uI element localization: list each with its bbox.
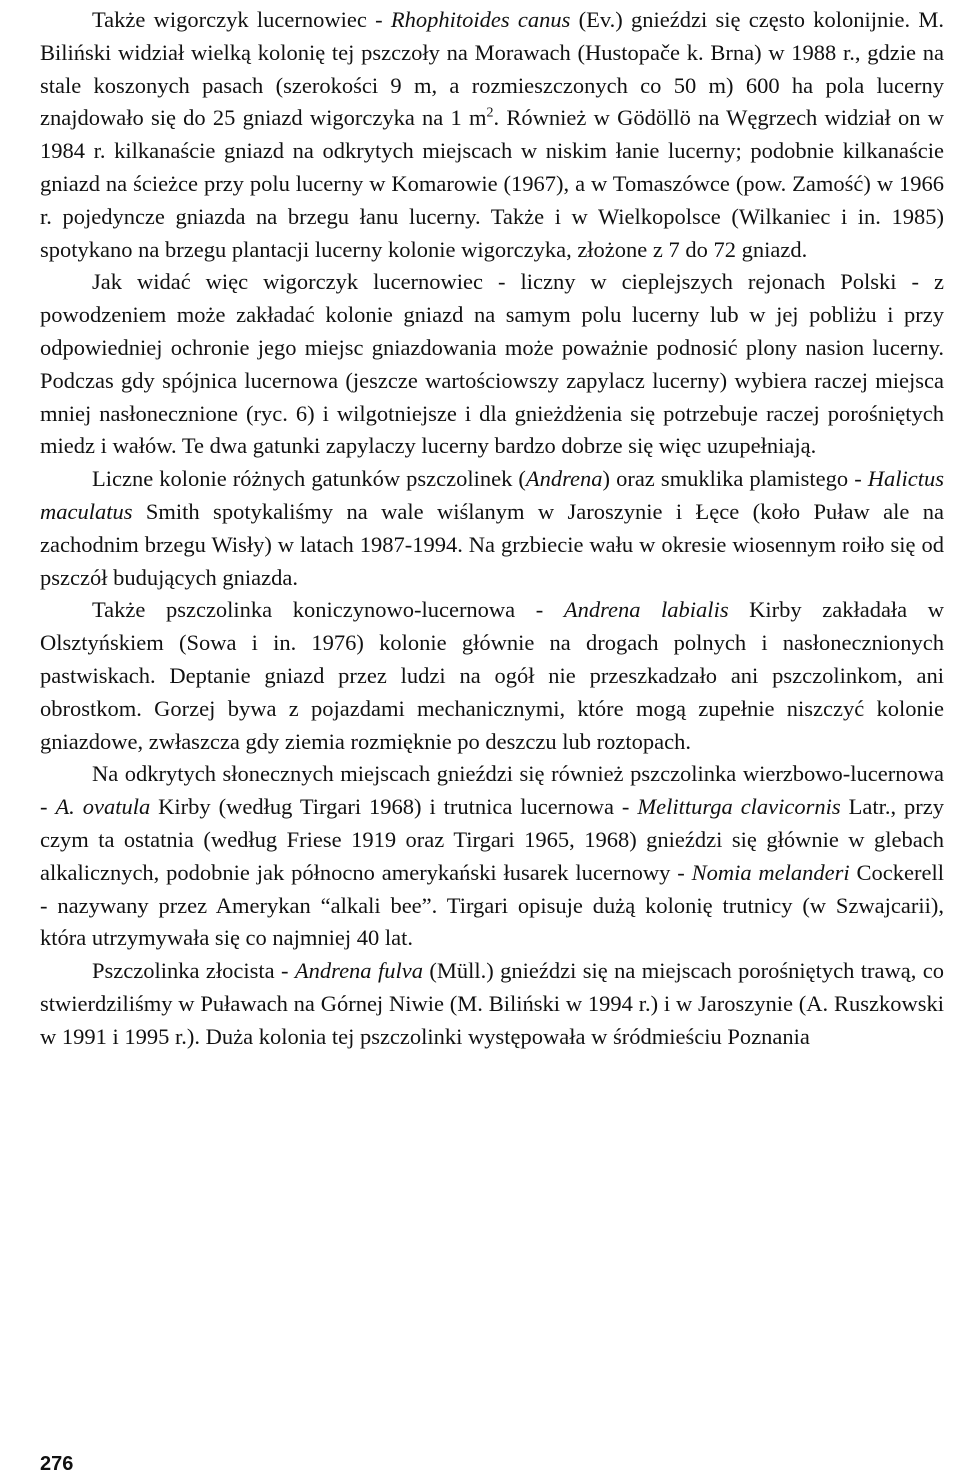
italic-text: A. ovatula [55,794,151,820]
italic-text: Halictus maculatus [40,466,944,524]
superscript: 2 [486,105,494,121]
text-run: ) oraz smuklika plamistego - [602,466,868,492]
paragraph [40,4,944,266]
page-body [40,4,944,1054]
text-run: . Również w Gödöllö na Węgrzech widział on w 1984 r. kilkanaście gniazd na odkrytych miejscach w niskim łanie lucerny; podobnie kilkanaście gniazd na ścieżce przy polu lucerny w Komarowie (1967), a w Tomaszówce (pow. Zamość) w 1966 r. pojedyncze gniazda na brzegu łanu lucerny. Także i w Wielkopolsce (Wilkaniec i in. 1985) spotykano na brzegu plantacji lucerny kolonie wigorczyka, złożone z 7 do 72 gniazd. [40,105,944,262]
italic-text: Melitturga clavicornis [637,794,841,820]
text-run: Cockerell - nazywany przez Amerykan “alkali bee”. Tirgari opisuje dużą kolonię trutnicy (w Szwajcarii), która utrzymywała się co najmniej 40 lat. [40,859,944,951]
paragraph [40,955,944,1053]
italic-text: Andrena [525,466,603,492]
text-run: Na odkrytych słonecznych miejscach gnieździ się również pszczolinka wierzbowo-lucernowa - [40,761,944,820]
italic-text: Nomia melanderi [691,859,850,885]
text-run: Liczne kolonie różnych gatunków pszczolinek ( [92,466,526,492]
text-run: Także wigorczyk lucernowiec - [92,7,391,32]
text-run: Także pszczolinka koniczynowo-lucernowa - [92,597,564,623]
text-run: Jak widać więc wigorczyk lucernowiec - liczny w cieplejszych rejonach Polski - z powodzeniem może zakładać kolonie gniazd na samym polu lucerny lub w jej pobliżu i przy odpowiedniej ochronie jego miejsc gniazdowania może poważnie podnosić plony nasion lucerny. Podczas gdy spójnica lucernowa (jeszcze wartościowszy zapylacz lucerny) wybiera raczej miejsca mniej nasłonecznione (ryc. 6) i wilgotniejsze i dla gnieżdżenia się potrzebuje raczej porośniętych miedz i wałów. Te dwa gatunki zapylaczy lucerny bardzo dobrze się więc uzupełniają. [40,269,944,459]
italic-text: Andrena fulva [294,958,423,984]
text-run: Kirby (według Tirgari 1968) i trutnica lucernowa - [150,794,638,820]
text-run: (Müll.) gnieździ się na miejscach porośniętych trawą, co stwierdziliśmy w Puławach na Górnej Niwie (M. Biliński w 1994 r.) i w Jaroszynie (A. Ruszkowski w 1991 i 1995 r.). Duża kolonia tej pszczolinki występowała w śródmieściu Poznania [40,958,945,1049]
paragraph [40,463,944,594]
text-run: Pszczolinka złocista - [92,958,295,984]
italic-text: Andrena labialis [563,597,729,623]
paragraph [40,266,944,463]
paragraph [40,758,944,955]
text-run: (Ev.) gnieździ się często kolonijnie. M. Biliński widział wielką kolonię tej pszczoły na Morawach (Hustopače k. Brna) w 1988 r., gdzie na stale koszonych pasach (szerokości 9 m, a rozmieszczonych co 50 m) 600 ha pola lucerny znajdowało się do 25 gniazd wigorczyka na 1 m [40,7,944,131]
text-run: Latr., przy czym ta ostatnia (według Friese 1919 oraz Tirgari 1965, 1968) gnieździ się głównie w glebach alkalicznych, podobnie jak północno amerykański łusarek lucernowy - [40,794,944,885]
italic-text: Rhophitoides canus [390,7,571,32]
text-run: Kirby zakładała w Olsztyńskiem (Sowa i in. 1976) kolonie głównie na drogach polnych i nasłonecznionych pastwiskach. Deptanie gniazd przez ludzi na ogół nie przeszkadzało ani pszczolinkom, ani obrostkom. Gorzej bywa z pojazdami mechanicznymi, które mogą zupełnie niszczyć kolonie gniazdowe, zwłaszcza gdy ziemia rozmięknie po deszczu lub roztopach. [40,597,944,754]
page-number: 276 [40,1453,74,1475]
paragraph [40,594,944,758]
text-run: Smith spotykaliśmy na wale wiślanym w Jaroszynie i Łęce (koło Puław ale na zachodnim brzegu Wisły) w latach 1987-1994. Na grzbiecie wału w okresie wiosennym roiło się od pszczół budujących gniazda. [40,498,944,590]
